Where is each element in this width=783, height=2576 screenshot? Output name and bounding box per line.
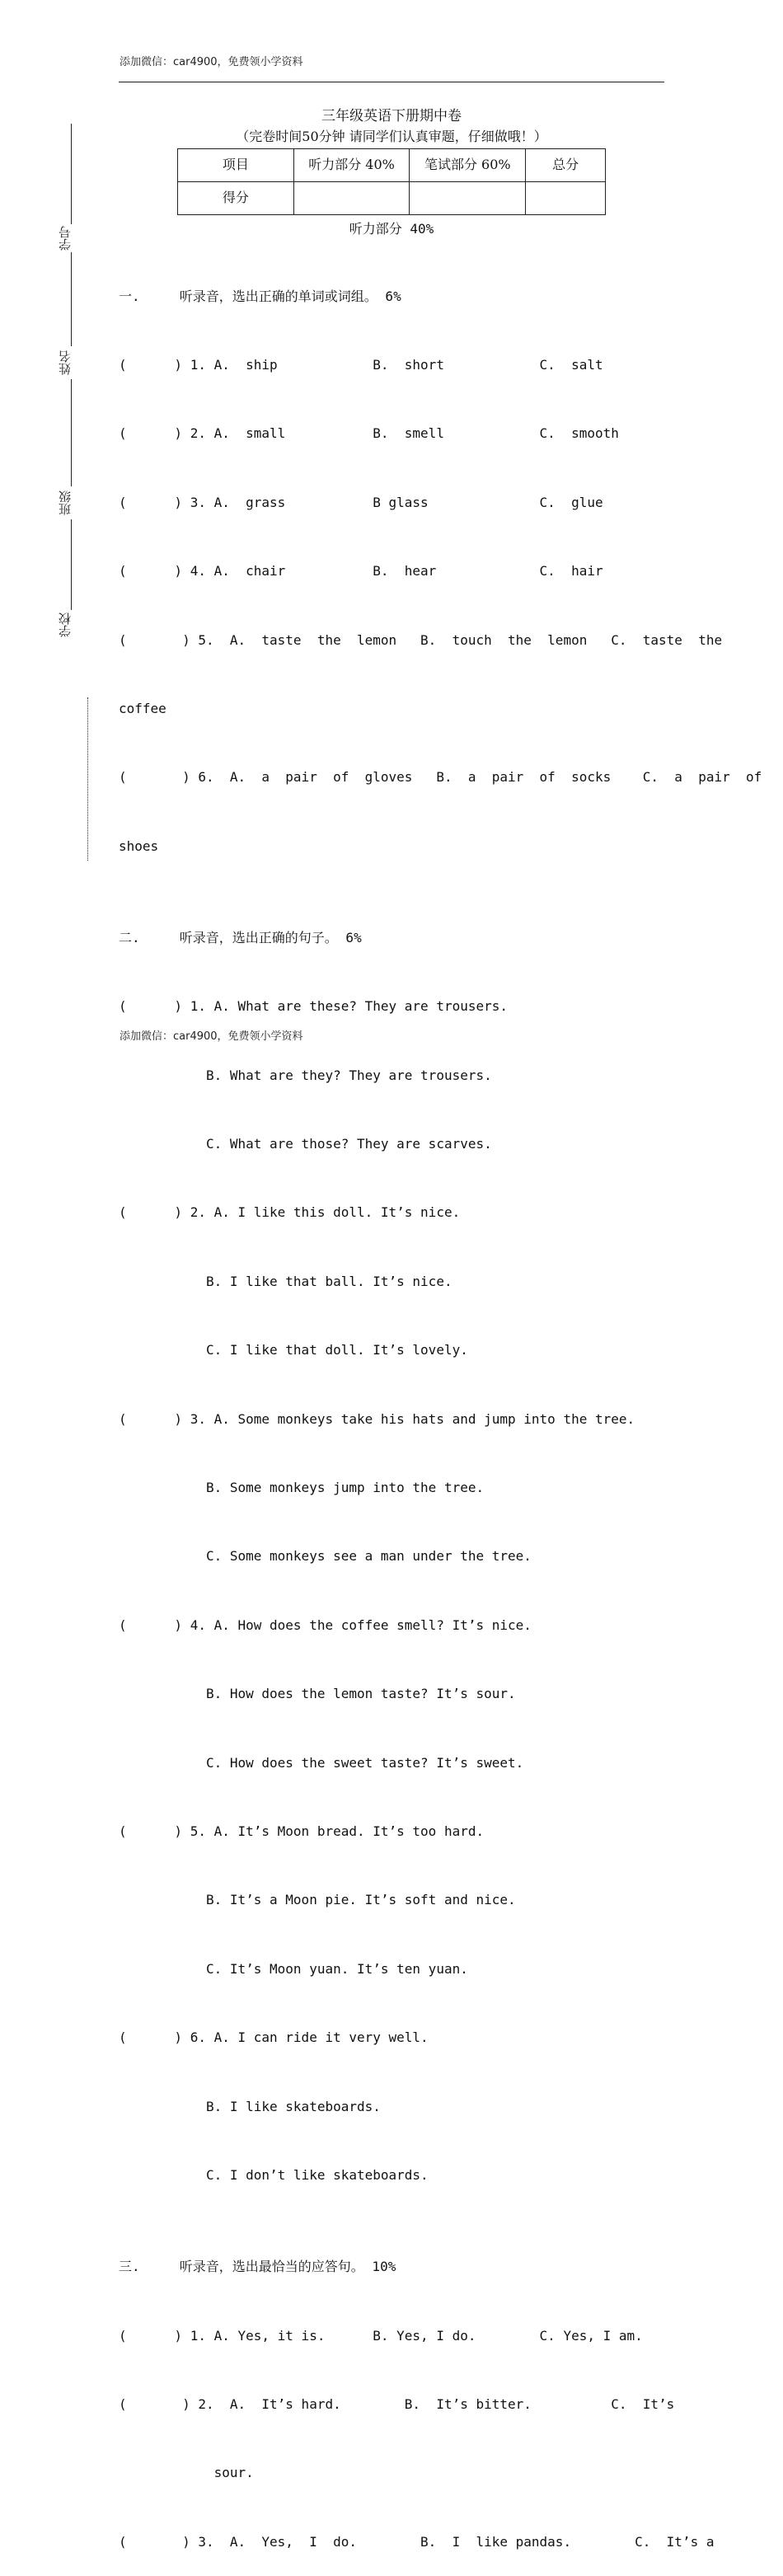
question-line: C. How does the sweet taste? It’s sweet. bbox=[119, 1754, 524, 1771]
score-cell-listening[interactable] bbox=[293, 182, 410, 215]
question-line: C. It’s Moon yuan. It’s ten yuan. bbox=[119, 1960, 468, 1977]
score-cell-writing[interactable] bbox=[410, 182, 526, 215]
question-line: ( ) 4. A. chair B. hear C. hair bbox=[119, 563, 603, 579]
question-line: ( ) 2. A. I like this doll. It’s nice. bbox=[119, 1204, 461, 1221]
header-watermark: 添加微信：car4900，免费领小学资料 bbox=[120, 56, 303, 68]
score-header-total: 总分 bbox=[526, 149, 606, 182]
question-line: B. I like that ball. It’s nice. bbox=[119, 1273, 452, 1289]
question-line: ( ) 5. A. It’s Moon bread. It’s too hard. bbox=[119, 1823, 485, 1839]
name-label: 姓名 bbox=[58, 350, 73, 375]
question-line: ( ) 6. A. a pair of gloves B. a pair of socks C. a pair of bbox=[119, 769, 762, 786]
question-line: ( ) 3. A. Some monkeys take his hats and jump into the tree. bbox=[119, 1410, 635, 1427]
section2-heading: 二. 听录音，选出正确的句子。 6% bbox=[119, 929, 362, 945]
score-table bbox=[177, 148, 606, 215]
score-row-label: 得分 bbox=[178, 182, 294, 215]
student-no-label: 学号 bbox=[58, 226, 73, 251]
question-line: C. Some monkeys see a man under the tree. bbox=[119, 1548, 532, 1565]
question-line: B. I like skateboards. bbox=[119, 2098, 381, 2114]
question-line: ( ) 2. A. small B. smell C. smooth bbox=[119, 425, 619, 442]
question-line: ( ) 5. A. taste the lemon B. touch the lemon C. taste the bbox=[119, 631, 723, 648]
section1-heading: 一. 听录音，选出正确的单词或词组。 6% bbox=[119, 288, 401, 304]
page-subtitle: （完卷时间50分钟 请同学们认真审题，仔细做哦！） bbox=[236, 129, 547, 144]
score-cell-total[interactable] bbox=[526, 182, 606, 215]
question-line: ( ) 3. A. Yes, I do. B. I like pandas. C. It’s a bbox=[119, 2533, 715, 2550]
cut-line bbox=[87, 697, 88, 861]
question-line: ( ) 1. A. Yes, it is. B. Yes, I do. C. Yes, I am. bbox=[119, 2327, 643, 2344]
margin-line bbox=[71, 519, 72, 610]
score-table-row bbox=[178, 182, 606, 215]
score-header-writing: 笔试部分 60% bbox=[410, 149, 526, 182]
question-line: coffee bbox=[119, 700, 166, 716]
question-line: ( ) 2. A. It’s hard. B. It’s bitter. C. It’s bbox=[119, 2395, 675, 2412]
question-line: ( ) 6. A. I can ride it very well. bbox=[119, 2029, 429, 2046]
section3-heading: 三. 听录音，选出最恰当的应答句。 10% bbox=[119, 2259, 396, 2275]
question-line: C. I don’t like skateboards. bbox=[119, 2166, 429, 2183]
question-line: shoes bbox=[119, 838, 159, 854]
question-line: ( ) 1. A. ship B. short C. salt bbox=[119, 356, 603, 373]
score-header-item: 项目 bbox=[178, 149, 294, 182]
question-line: C. What are those? They are scarves. bbox=[119, 1136, 492, 1152]
question-line: C. I like that doll. It’s lovely. bbox=[119, 1342, 468, 1358]
question-line: B. It’s a Moon pie. It’s soft and nice. bbox=[119, 1892, 516, 1908]
question-line: ( ) 4. A. How does the coffee smell? It’s nice. bbox=[119, 1616, 532, 1633]
footer-watermark: 添加微信：car4900，免费领小学资料 bbox=[120, 1030, 303, 1043]
question-line: B. Some monkeys jump into the tree. bbox=[119, 1480, 485, 1496]
margin-line bbox=[71, 252, 72, 346]
question-line: ( ) 3. A. grass B glass C. glue bbox=[119, 494, 603, 510]
question-line: B. What are they? They are trousers. bbox=[119, 1067, 492, 1083]
page-title: 三年级英语下册期中卷 bbox=[321, 108, 462, 124]
class-label: 班级 bbox=[58, 490, 73, 515]
question-line: sour. bbox=[119, 2465, 254, 2481]
school-label: 学校 bbox=[58, 612, 73, 637]
listening-section-label: 听力部分 40% bbox=[349, 221, 434, 237]
questions bbox=[119, 239, 762, 2576]
margin-line bbox=[71, 379, 72, 486]
question-line: B. How does the lemon taste? It’s sour. bbox=[119, 1686, 516, 1702]
question-line: ( ) 1. A. What are these? They are trousers. bbox=[119, 998, 509, 1015]
score-table-header-row bbox=[178, 149, 606, 182]
score-header-listening: 听力部分 40% bbox=[293, 149, 410, 182]
